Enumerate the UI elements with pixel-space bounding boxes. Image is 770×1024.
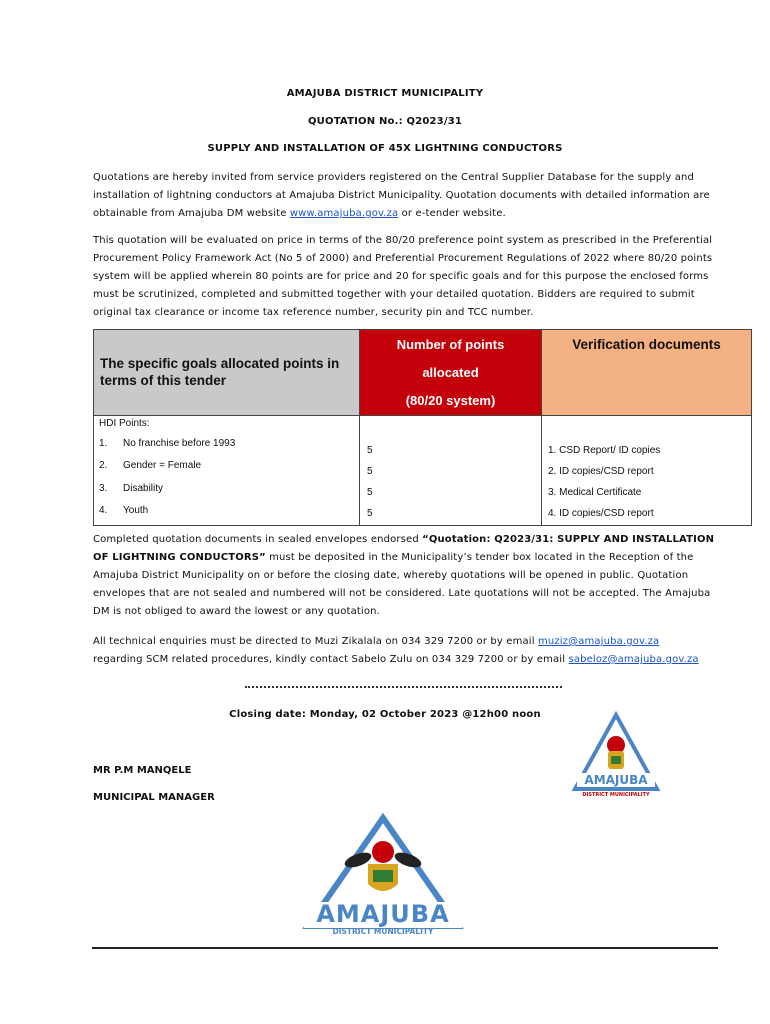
hdi-label: HDI Points: — [99, 418, 150, 429]
amajuba-logo-small — [571, 711, 661, 801]
logo-sub-text: DISTRICT MUNICIPALITY — [582, 792, 650, 798]
goal-number: 3. — [99, 483, 108, 494]
verification-value: 2. ID copies/CSD report — [548, 466, 654, 477]
goals-header: The specific goals allocated points in terms of this tender — [100, 356, 340, 388]
goals-body-cell — [94, 416, 360, 526]
signatory-name: MR P.M MANQELE — [93, 765, 192, 776]
points-value: 5 — [367, 445, 373, 456]
verification-header: Verification documents — [572, 337, 721, 352]
verification-header-cell — [542, 330, 752, 416]
goal-label: Gender = Female — [123, 460, 202, 471]
quotation-subject: SUPPLY AND INSTALLATION OF 45X LIGHTNING CONDUCTORS — [207, 143, 563, 154]
email-link-sabelo[interactable]: sabeloz@amajuba.gov.za — [568, 654, 699, 665]
verification-body-cell — [542, 416, 752, 526]
submission-endorsement: “Quotation: Q2023/31: SUPPLY AND INSTALLATION OF LIGHTNING CONDUCTORS” — [93, 534, 715, 563]
points-header-line3: (80/20 system) — [405, 393, 496, 408]
submission-text: Completed quotation documents in sealed envelopes endorsed — [93, 534, 423, 545]
enquiries-line2 — [93, 651, 723, 669]
enquiries-line1 — [93, 633, 723, 651]
logo-name-text: AMAJUBA — [584, 773, 648, 787]
points-value: 5 — [367, 508, 373, 519]
logo-sub-text: DISTRICT MUNICIPALITY — [332, 927, 434, 936]
logo-crest — [372, 841, 394, 863]
intro-text-after: or e-tender website. — [398, 208, 506, 219]
goal-number: 1. — [99, 438, 108, 449]
points-header-line1: Number of points — [396, 337, 505, 352]
verification-value: 3. Medical Certificate — [548, 487, 642, 498]
intro-text: Quotations are hereby invited from service providers registered on the Central Supplier Database for the supply and installation of lightning conductors at Amajuba District Municipality. Quotation documents with detailed information are obtainable from Amajuba DM website — [93, 172, 710, 219]
submission-text-after: must be deposited in the Municipality’s tender box located in the Reception of the Amajuba District Municipality on or before the closing date, whereby quotations will be opened in public. Quotation envelopes that are not sealed and numbered will not be considered. Late quotations will not be accepted. The Amajuba DM is not obliged to award the lowest or any quotation. — [93, 552, 711, 617]
evaluation-paragraph: This quotation will be evaluated on price in terms of the 80/20 preference point system as prescribed in the Preferential Procurement Policy Framework Act (No 5 of 2000) and Preferential Procurement Regulations of 2022 where 80/20 points system will be applied wherein 80 points are for price and 20 for specific goals and for this purpose the enclosed forms must be scrutinized, completed and submitted together with your detailed quotation. Bidders are required to submit original tax clearance or income tax reference number, security pin and TCC number. — [93, 235, 713, 318]
specific-goals-table — [93, 329, 752, 526]
points-body-cell — [360, 416, 542, 526]
goal-number: 2. — [99, 460, 108, 471]
goals-header-cell — [94, 330, 360, 416]
submission-paragraph — [93, 531, 723, 621]
verification-value: 1. CSD Report/ ID copies — [548, 445, 661, 456]
signatory-title: MUNICIPAL MANAGER — [93, 792, 215, 803]
enquiries-paragraph — [93, 633, 723, 669]
intro-paragraph — [93, 169, 723, 223]
logo-name-text: AMAJUBA — [316, 900, 450, 928]
points-header-line2: allocated — [422, 365, 479, 380]
email-link-muzi[interactable]: muziz@amajuba.gov.za — [537, 636, 660, 647]
dotted-separator — [245, 682, 562, 688]
quotation-number: QUOTATION No.: Q2023/31 — [307, 116, 463, 127]
points-header-cell — [360, 330, 542, 416]
enquiries-text: All technical enquiries must be directed to Muzi Zikalala on 034 329 7200 or by email — [93, 636, 538, 647]
goal-number: 4. — [99, 505, 108, 516]
goal-label: Youth — [123, 505, 149, 516]
amajuba-logo-large — [298, 812, 468, 940]
verification-value: 4. ID copies/CSD report — [548, 508, 654, 519]
website-link[interactable]: www.amajuba.gov.za — [289, 208, 399, 219]
points-value: 5 — [367, 466, 373, 477]
goal-label: No franchise before 1993 — [123, 438, 236, 449]
municipality-heading: AMAJUBA DISTRICT MUNICIPALITY — [286, 88, 484, 99]
enquiries-text: regarding SCM related procedures, kindly contact Sabelo Zulu on 034 329 7200 or by email — [93, 654, 569, 665]
closing-date: Closing date: Monday, 02 October 2023 @12h00 noon — [229, 709, 541, 720]
points-value: 5 — [367, 487, 373, 498]
goal-label: Disability — [123, 483, 164, 494]
footer-rule — [92, 947, 718, 949]
